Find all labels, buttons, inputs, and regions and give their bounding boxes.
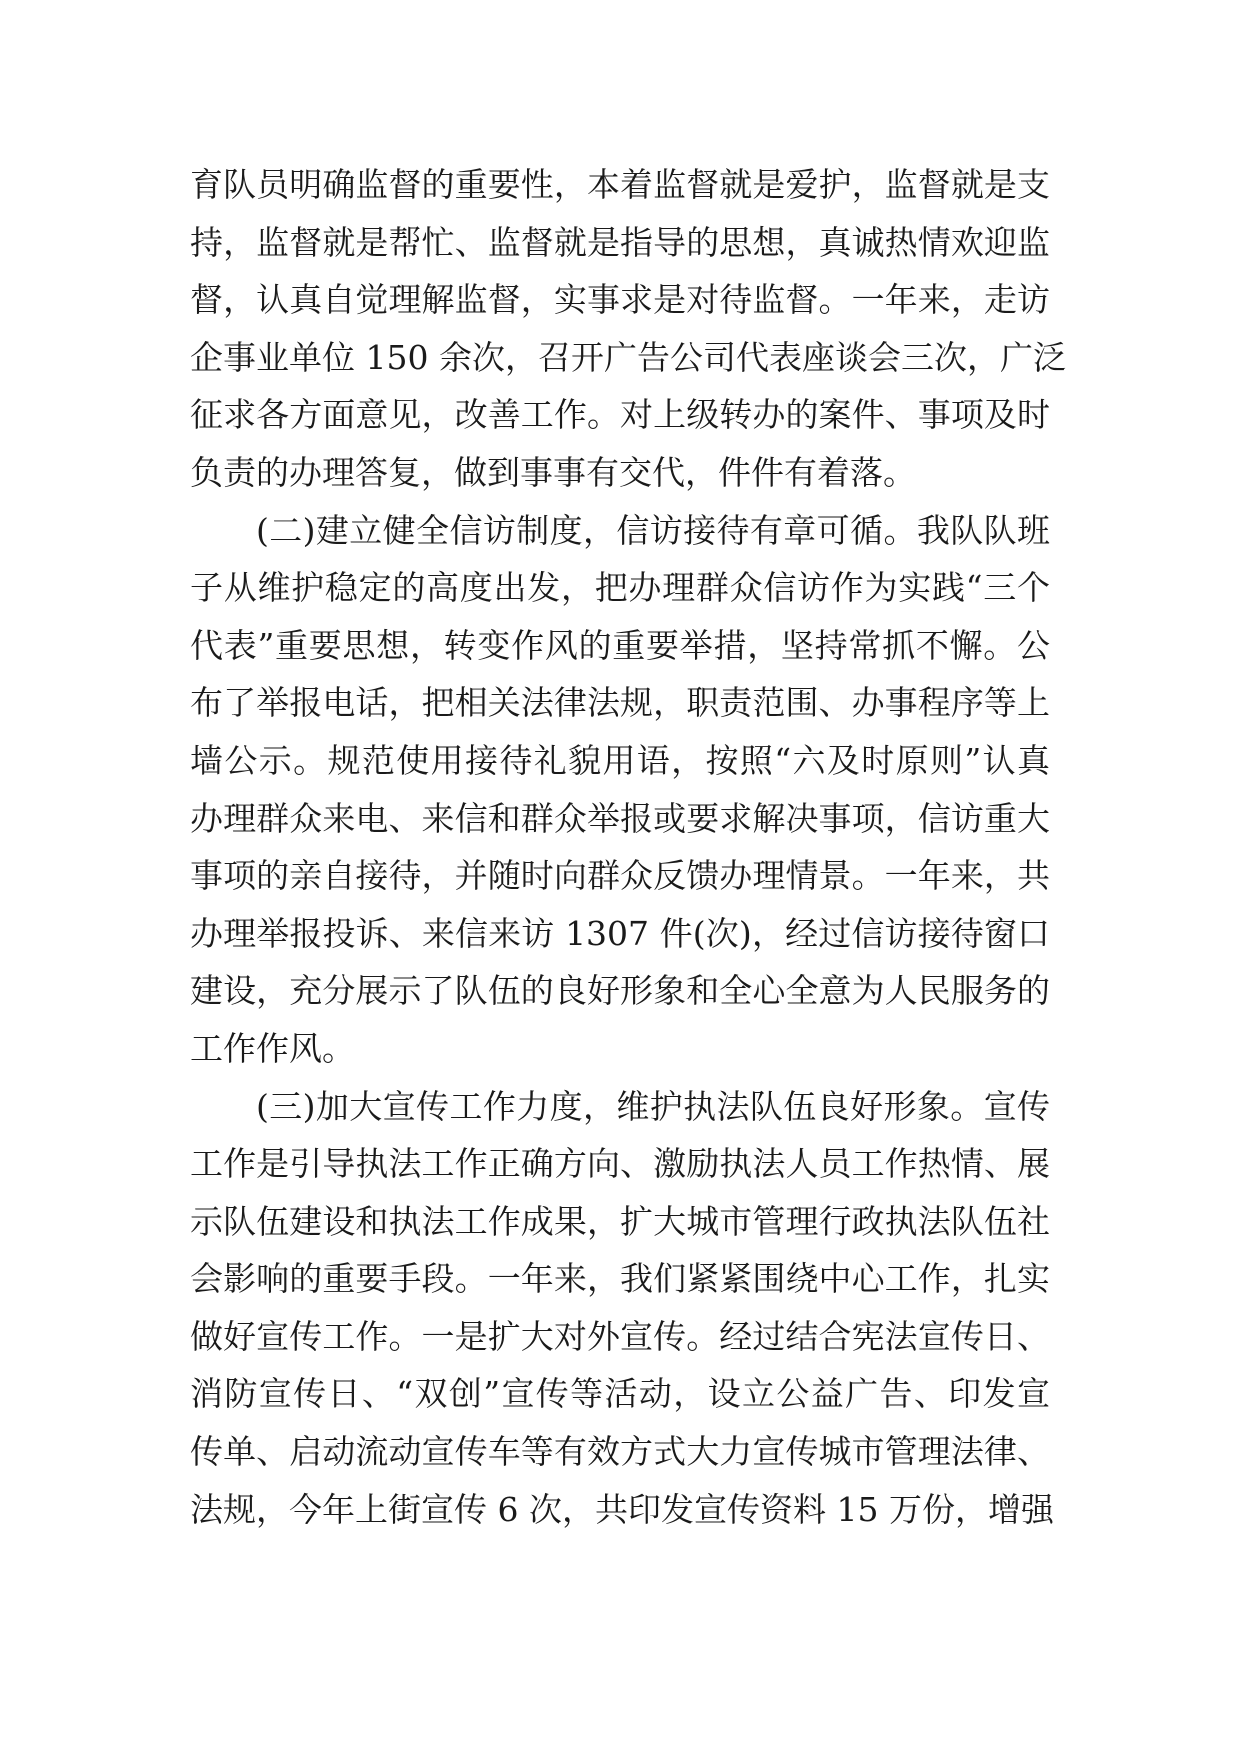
- text-line: 持，监督就是帮忙、监督就是指导的思想，真诚热情欢迎监: [190, 222, 1050, 262]
- text-line: 建设，充分展示了队伍的良好形象和全心全意为人民服务的: [190, 971, 1050, 1011]
- text-line: 消防宣传日、“双创”宣传等活动，设立公益广告、印发宣: [190, 1374, 1050, 1414]
- text-line: 征求各方面意见，改善工作。对上级转办的案件、事项及时: [190, 395, 1050, 435]
- text-line: 传单、启动流动宣传车等有效方式大力宣传城市管理法律、: [190, 1432, 1050, 1472]
- text-line: 布了举报电话，把相关法律法规，职责范围、办事程序等上: [190, 683, 1050, 723]
- text-line: 工作是引导执法工作正确方向、激励执法人员工作热情、展: [190, 1144, 1050, 1184]
- text-line: 办理群众来电、来信和群众举报或要求解决事项，信访重大: [190, 798, 1050, 838]
- text-line: 墙公示。规范使用接待礼貌用语，按照“六及时原则”认真: [190, 740, 1050, 780]
- paragraph-end-line: 工作作风。: [190, 1028, 355, 1068]
- text-line: 企事业单位 150 余次，召开广告公司代表座谈会三次，广泛: [190, 337, 1066, 377]
- text-line: 代表”重要思想，转变作风的重要举措，坚持常抓不懈。公: [190, 625, 1050, 665]
- section-heading-line-2: (二)建立健全信访制度，信访接待有章可循。我队队班: [256, 510, 1050, 550]
- text-line: 督，认真自觉理解监督，实事求是对待监督。一年来，走访: [190, 280, 1050, 320]
- text-line: 子从维护稳定的高度出发，把办理群众信访作为实践“三个: [190, 568, 1050, 608]
- text-line: 会影响的重要手段。一年来，我们紧紧围绕中心工作，扎实: [190, 1259, 1050, 1299]
- body-text: [190, 156, 1066, 1538]
- text-line: 办理举报投诉、来信来访 1307 件(次)，经过信访接待窗口: [190, 913, 1050, 953]
- text-line: 做好宣传工作。一是扩大对外宣传。经过结合宪法宣传日、: [190, 1316, 1050, 1356]
- text-line: 育队员明确监督的重要性，本着监督就是爱护，监督就是支: [190, 165, 1050, 204]
- section-heading-line-3: (三)加大宣传工作力度，维护执法队伍良好形象。宣传: [256, 1086, 1050, 1126]
- text-line: 法规，今年上街宣传 6 次，共印发宣传资料 15 万份，增强: [190, 1489, 1054, 1529]
- text-line: 示队伍建设和执法工作成果，扩大城市管理行政执法队伍社: [190, 1201, 1050, 1241]
- text-line: 事项的亲自接待，并随时向群众反馈办理情景。一年来，共: [190, 856, 1050, 896]
- paragraph-end-line: 负责的办理答复，做到事事有交代，件件有着落。: [190, 452, 916, 492]
